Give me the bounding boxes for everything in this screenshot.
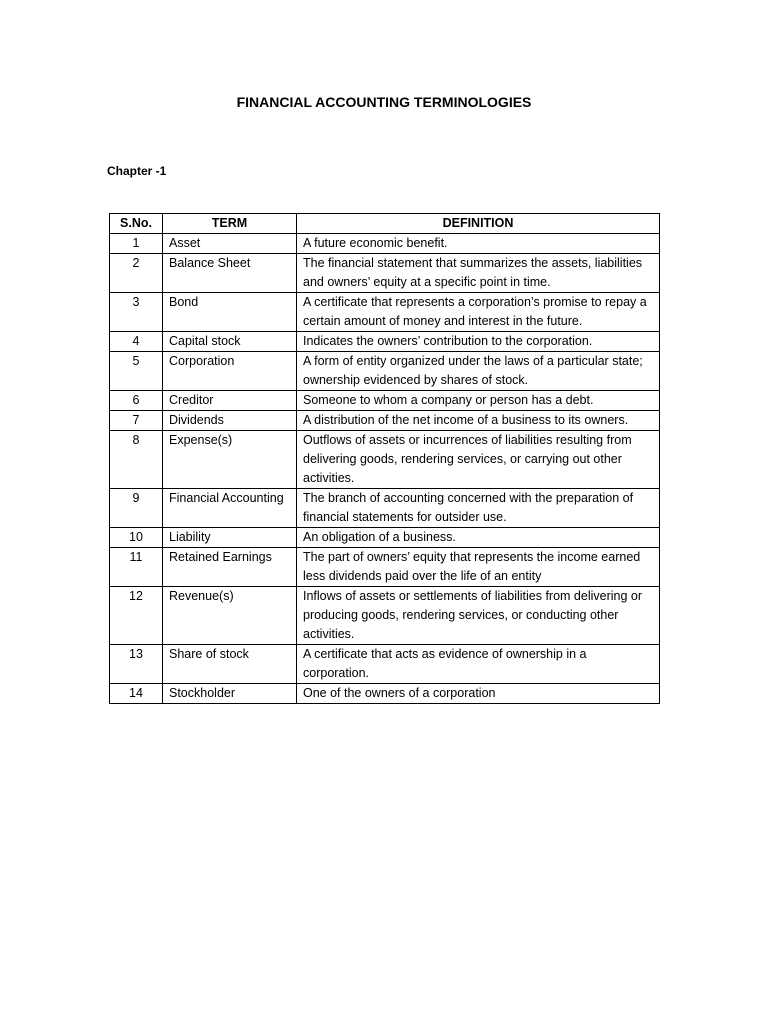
cell-sno: 1	[110, 234, 163, 254]
table-row	[110, 489, 660, 528]
table-row	[110, 254, 660, 293]
cell-term: Asset	[163, 234, 297, 254]
cell-definition: The part of owners’ equity that represents the income earned less dividends paid over the life of an entity	[297, 548, 660, 587]
cell-term: Bond	[163, 293, 297, 332]
cell-term: Capital stock	[163, 332, 297, 352]
cell-term: Creditor	[163, 391, 297, 411]
table-row	[110, 684, 660, 704]
cell-sno: 2	[110, 254, 163, 293]
cell-sno: 11	[110, 548, 163, 587]
cell-definition: Inflows of assets or settlements of liabilities from delivering or producing goods, rendering services, or conducting other activities.	[297, 587, 660, 645]
cell-term: Revenue(s)	[163, 587, 297, 645]
header-definition: DEFINITION	[297, 214, 660, 234]
table-row	[110, 528, 660, 548]
table-row	[110, 352, 660, 391]
table-row	[110, 587, 660, 645]
cell-sno: 3	[110, 293, 163, 332]
cell-definition: The branch of accounting concerned with the preparation of financial statements for outsider use.	[297, 489, 660, 528]
cell-sno: 4	[110, 332, 163, 352]
cell-term: Stockholder	[163, 684, 297, 704]
cell-term: Balance Sheet	[163, 254, 297, 293]
table-row	[110, 411, 660, 431]
cell-sno: 8	[110, 431, 163, 489]
cell-sno: 6	[110, 391, 163, 411]
cell-definition: A certificate that acts as evidence of ownership in a corporation.	[297, 645, 660, 684]
cell-sno: 5	[110, 352, 163, 391]
cell-sno: 13	[110, 645, 163, 684]
cell-definition: An obligation of a business.	[297, 528, 660, 548]
cell-term: Expense(s)	[163, 431, 297, 489]
table-row	[110, 293, 660, 332]
cell-sno: 14	[110, 684, 163, 704]
table-row	[110, 645, 660, 684]
document-title: FINANCIAL ACCOUNTING TERMINOLOGIES	[236, 94, 532, 110]
cell-definition: A certificate that represents a corporation’s promise to repay a certain amount of money and interest in the future.	[297, 293, 660, 332]
cell-definition: A form of entity organized under the laws of a particular state; ownership evidenced by shares of stock.	[297, 352, 660, 391]
terminology-table	[109, 213, 660, 704]
cell-term: Liability	[163, 528, 297, 548]
cell-term: Corporation	[163, 352, 297, 391]
cell-term: Share of stock	[163, 645, 297, 684]
cell-definition: The financial statement that summarizes the assets, liabilities and owners’ equity at a specific point in time.	[297, 254, 660, 293]
header-sno: S.No.	[110, 214, 163, 234]
table-row	[110, 431, 660, 489]
table-row	[110, 548, 660, 587]
table-row	[110, 332, 660, 352]
table-header-row	[110, 214, 660, 234]
cell-sno: 10	[110, 528, 163, 548]
cell-sno: 9	[110, 489, 163, 528]
cell-term: Financial Accounting	[163, 489, 297, 528]
cell-definition: Someone to whom a company or person has a debt.	[297, 391, 660, 411]
chapter-heading: Chapter -1	[107, 164, 167, 178]
cell-definition: A distribution of the net income of a business to its owners.	[297, 411, 660, 431]
header-term: TERM	[163, 214, 297, 234]
table-row	[110, 234, 660, 254]
cell-definition: One of the owners of a corporation	[297, 684, 660, 704]
cell-term: Dividends	[163, 411, 297, 431]
cell-sno: 12	[110, 587, 163, 645]
cell-sno: 7	[110, 411, 163, 431]
cell-term: Retained Earnings	[163, 548, 297, 587]
cell-definition: A future economic benefit.	[297, 234, 660, 254]
table-row	[110, 391, 660, 411]
cell-definition: Indicates the owners’ contribution to the corporation.	[297, 332, 660, 352]
cell-definition: Outflows of assets or incurrences of liabilities resulting from delivering goods, rendering services, or carrying out other activities.	[297, 431, 660, 489]
